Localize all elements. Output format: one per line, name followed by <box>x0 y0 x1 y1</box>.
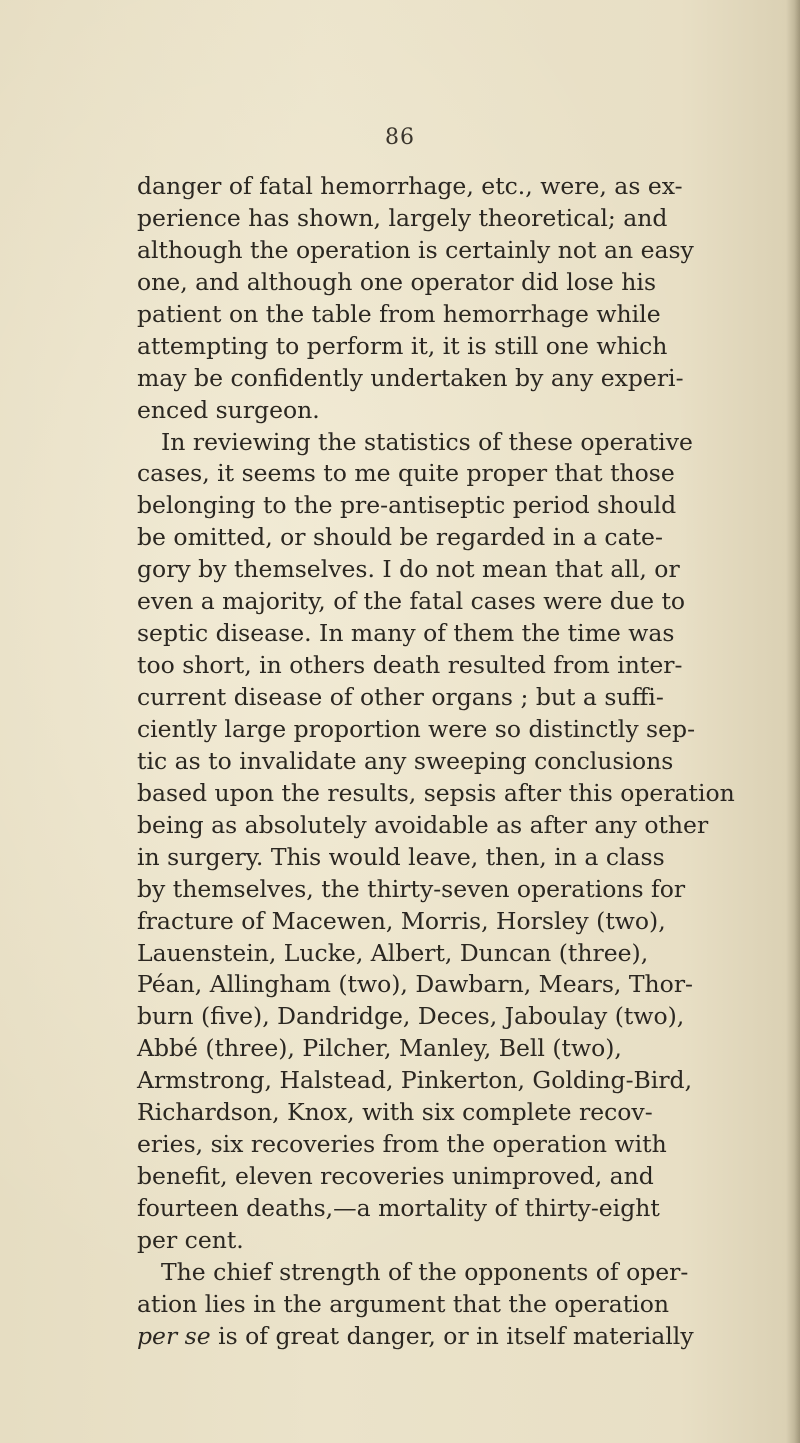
text-line: Lauenstein, Lucke, Albert, Duncan (three), <box>137 938 649 967</box>
text-line: too short, in others death resulted from inter- <box>137 651 683 680</box>
text-line: danger of fatal hemorrhage, etc., were, as ex- <box>137 172 683 200</box>
text-line: ation lies in the argument that the operation <box>137 1289 669 1318</box>
text-line: patient on the table from hemorrhage while <box>137 299 661 328</box>
text-line: cases, it seems to me quite proper that those <box>137 459 675 488</box>
text-line: Péan, Allingham (two), Dawbarn, Mears, Thor- <box>137 970 694 999</box>
text-line: burn (five), Dandridge, Deces, Jaboulay (two), <box>137 1002 685 1031</box>
page-edge-shadow <box>786 0 800 1443</box>
text-line: ciently large proportion were so distinctly sep- <box>137 714 696 743</box>
text-line: be omitted, or should be regarded in a cate- <box>137 523 663 552</box>
body-text <box>137 171 739 1353</box>
paragraph-start-line: The chief strength of the opponents of oper- <box>161 1257 689 1286</box>
text-line: may be confidently undertaken by any experi- <box>137 363 684 392</box>
text-line: gory by themselves. I do not mean that all, or <box>137 555 680 584</box>
text-line: tic as to invalidate any sweeping conclusions <box>137 746 674 775</box>
paragraph-start-line: In reviewing the statistics of these operative <box>161 427 693 456</box>
text-line: per cent. <box>137 1225 244 1254</box>
text-line: although the operation is certainly not an easy <box>137 235 694 264</box>
text-line: in surgery. This would leave, then, in a class <box>137 842 665 871</box>
page-number: 86 <box>385 125 415 150</box>
text-line: benefit, eleven recoveries unimproved, and <box>137 1162 654 1191</box>
text-line: current disease of other organs ; but a suffi- <box>137 683 664 711</box>
text-line: septic disease. In many of them the time was <box>137 619 675 648</box>
text-line: Richardson, Knox, with six complete recov- <box>137 1098 653 1127</box>
latin-phrase: per se <box>137 1321 211 1350</box>
final-line-rest: is of great danger, or in itself materially <box>210 1321 694 1350</box>
text-line: even a majority, of the fatal cases were due to <box>137 587 686 616</box>
text-line: eries, six recoveries from the operation with <box>137 1130 667 1159</box>
text-line: Armstrong, Halstead, Pinkerton, Golding-Bird, <box>137 1066 693 1095</box>
text-line: enced surgeon. <box>137 395 320 424</box>
text-line: perience has shown, largely theoretical; and <box>137 203 668 232</box>
text-line: one, and although one operator did lose his <box>137 267 657 296</box>
text-line: belonging to the pre-antiseptic period should <box>137 491 677 520</box>
text-line: fracture of Macewen, Morris, Horsley (two), <box>137 906 666 935</box>
text-line: being as absolutely avoidable as after any other <box>137 810 709 839</box>
final-text-line <box>137 1321 739 1353</box>
text-line: Abbé (three), Pilcher, Manley, Bell (two), <box>137 1034 622 1063</box>
text-line: by themselves, the thirty-seven operations for <box>137 874 686 903</box>
text-line: based upon the results, sepsis after this operation <box>137 778 735 807</box>
text-line: fourteen deaths,—a mortality of thirty-eight <box>137 1194 660 1222</box>
text-line: attempting to perform it, it is still one which <box>137 331 668 360</box>
